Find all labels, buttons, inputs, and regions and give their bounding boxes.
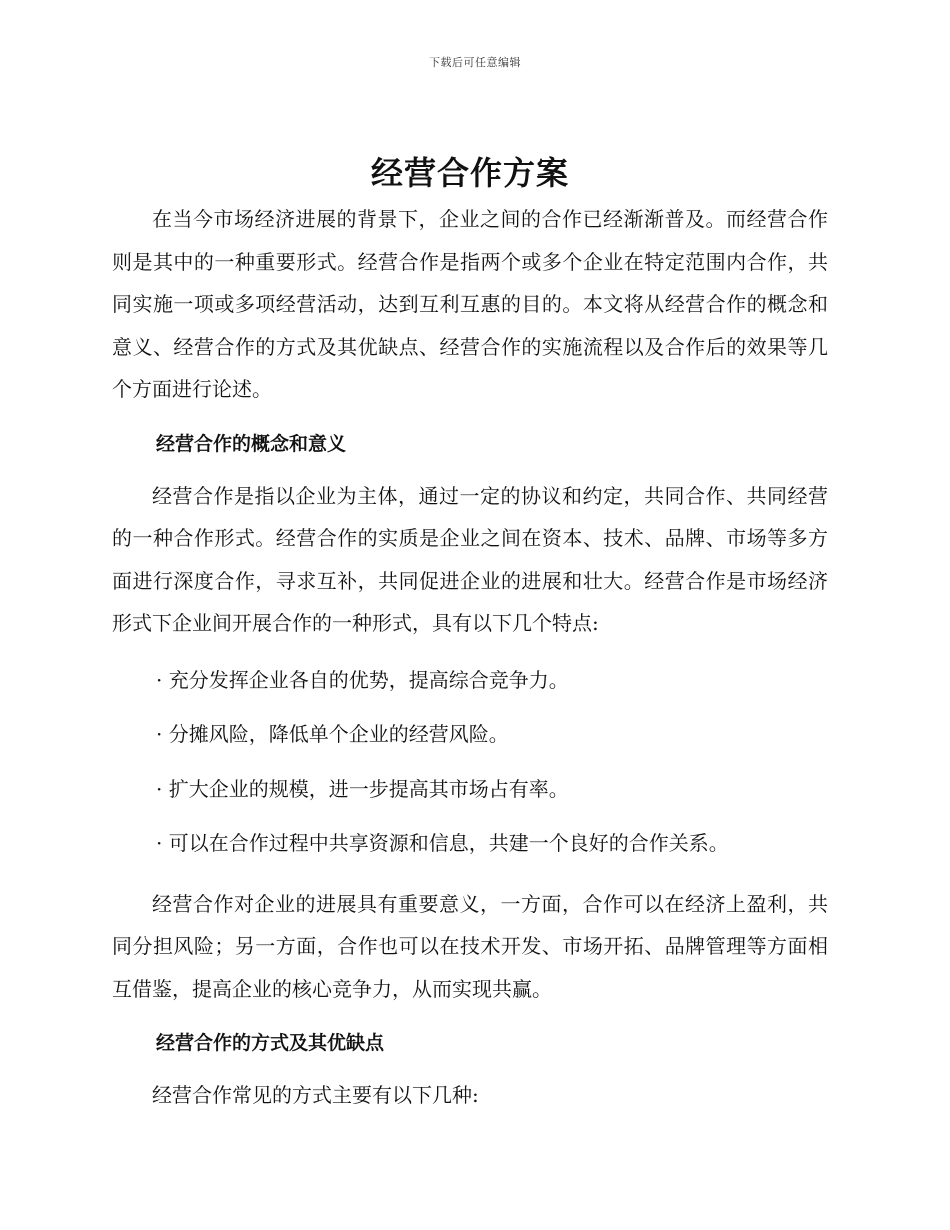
concept-paragraph: 经营合作是指以企业为主体，通过一定的协议和约定，共同合作、共同经营的一种合作形式。经营合作的实质是企业之间在资本、技术、品牌、市场等多方面进行深度合作，寻求互补，共同促进企业的进展和壮大。经营合作是市场经济形式下企业间开展合作的一种形式，具有以下几个特点:	[112, 483, 828, 635]
intro-paragraph: 在当今市场经济进展的背景下，企业之间的合作已经渐渐普及。而经营合作则是其中的一种重要形式。经营合作是指两个或多个企业在特定范围内合作，共同实施一项或多项经营活动，达到互利互惠的目的。本文将从经营合作的概念和意义、经营合作的方式及其优缺点、经营合作的实施流程以及合作后的效果等几个方面进行论述。	[112, 207, 828, 401]
list-item: · 分摊风险，降低单个企业的经营风险。	[156, 722, 509, 746]
feature-list	[112, 665, 828, 859]
methods-paragraph: 经营合作常见的方式主要有以下几种:	[152, 1083, 479, 1107]
document-title: 经营合作方案	[370, 154, 569, 192]
document-body	[112, 148, 828, 1117]
list-item: · 可以在合作过程中共享资源和信息，共建一个良好的合作关系。	[156, 831, 729, 855]
list-item: · 充分发挥企业各自的优势，提高综合竞争力。	[156, 667, 569, 692]
section-heading-methods: 经营合作的方式及其优缺点	[156, 1032, 385, 1054]
list-item: · 扩大企业的规模，进一步提高其市场占有率。	[156, 776, 569, 801]
significance-paragraph: 经营合作对企业的进展具有重要意义，一方面，合作可以在经济上盈利，共同分担风险；另一方面，合作也可以在技术开发、市场开拓、品牌管理等方面相互借鉴，提高企业的核心竞争力，从而实现共赢。	[112, 891, 828, 1001]
section-heading-concept: 经营合作的概念和意义	[156, 432, 347, 455]
header-note: 下载后可任意编辑	[429, 56, 521, 69]
